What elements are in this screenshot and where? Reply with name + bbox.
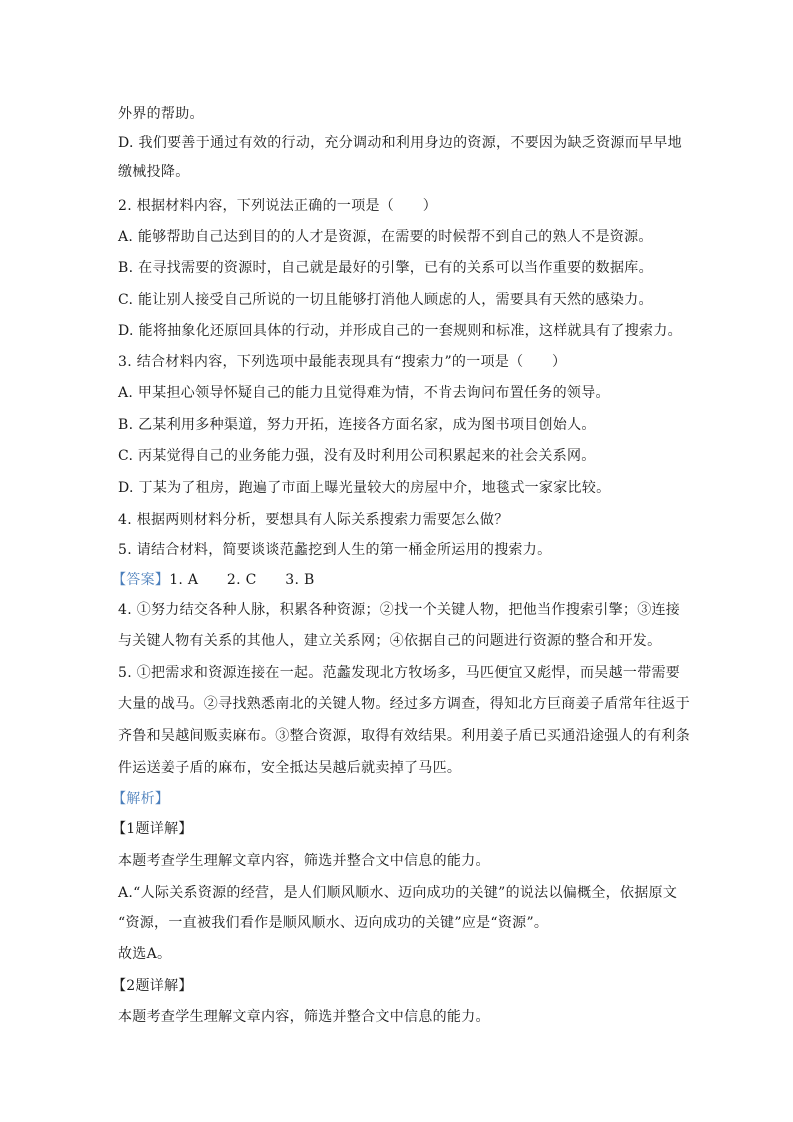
option-a: A. 甲某担心领导怀疑自己的能力且觉得难为情，不肯去询问布置任务的领导。 — [118, 385, 610, 401]
analysis-heading-1: 【1题详解】 — [112, 821, 193, 837]
option-c: C. 丙某觉得自己的业务能力强，没有及时利用公司积累起来的社会关系网。 — [118, 448, 596, 464]
answer-text: 1. A 2. C 3. B — [169, 572, 315, 588]
option-c: C. 能让别人接受自己所说的一切且能够打消他人顾虑的人，需要具有天然的感染力。 — [118, 292, 653, 308]
question-4: 4. 根据两则材料分析，要想具有人际关系搜索力需要怎么做？ — [118, 512, 509, 528]
question-3: 3. 结合材料内容，下列选项中最能表现具有“搜索力”的一项是（ ） — [118, 354, 567, 370]
analysis-heading-2: 【2题详解】 — [112, 978, 193, 994]
analysis-text: 本题考查学生理解文章内容，筛选并整合文中信息的能力。 — [118, 1009, 490, 1025]
text-line: 缴械投降。 — [118, 164, 190, 180]
answer-4: 4. ①努力结交各种人脉，积累各种资源；②找一个关键人物，把他当作搜索引擎；③连接 — [118, 602, 681, 618]
answer-line — [112, 570, 315, 590]
option-d: D. 丁某为了租房，跑遍了市面上曝光量较大的房屋中介，地毯式一家家比较。 — [118, 480, 611, 496]
analysis-label: 【解析】 — [112, 791, 170, 807]
option-d: D. 能将抽象化还原回具体的行动，并形成自己的一套规则和标准，这样就具有了搜索力。 — [118, 323, 682, 339]
analysis-text: “资源，一直被我们看作是顺风顺水、迈向成功的关键”应是“资源”。 — [118, 915, 549, 931]
option-a: A. 能够帮助自己达到目的的人才是资源，在需要的时候帮不到自己的熟人不是资源。 — [118, 229, 653, 245]
answer-4: 与关键人物有关系的其他人，建立关系网；④依据自己的问题进行资源的整合和开发。 — [118, 633, 662, 649]
option-b: B. 乙某利用多种渠道，努力开拓，连接各方面名家，成为图书项目创始人。 — [118, 417, 596, 433]
option-d: D. 我们要善于通过有效的行动，充分调动和利用身边的资源，不要因为缺乏资源而早早地 — [118, 135, 682, 151]
question-5: 5. 请结合材料，简要谈谈范蠡挖到人生的第一桶金所运用的搜索力。 — [118, 542, 552, 558]
question-2: 2. 根据材料内容，下列说法正确的一项是（ ） — [118, 198, 438, 214]
analysis-text: 故选A。 — [118, 946, 172, 962]
answer-5: 齐鲁和吴越间贩卖麻布。③整合资源，取得有效结果。利用姜子盾已买通沿途强人的有利条 — [118, 728, 690, 744]
analysis-text: A.“人际关系资源的经营，是人们顺风顺水、迈向成功的关键”的说法以偏概全，依据原文 — [118, 885, 678, 901]
analysis-text: 本题考查学生理解文章内容，筛选并整合文中信息的能力。 — [118, 853, 490, 869]
answer-label: 【答案】 — [112, 572, 170, 588]
answer-5: 5. ①把需求和资源连接在一起。范蠡发现北方牧场多，马匹便宜又彪悍，而吴越一带需要 — [118, 665, 681, 681]
option-b: B. 在寻找需要的资源时，自己就是最好的引擎，已有的关系可以当作重要的数据库。 — [118, 260, 653, 276]
answer-5: 件运送姜子盾的麻布，安全抵达吴越后就卖掉了马匹。 — [118, 760, 462, 776]
text-line: 外界的帮助。 — [118, 106, 204, 122]
answer-5: 大量的战马。②寻找熟悉南北的关键人物。经过多方调查，得知北方巨商姜子盾常年往返于 — [118, 696, 690, 712]
